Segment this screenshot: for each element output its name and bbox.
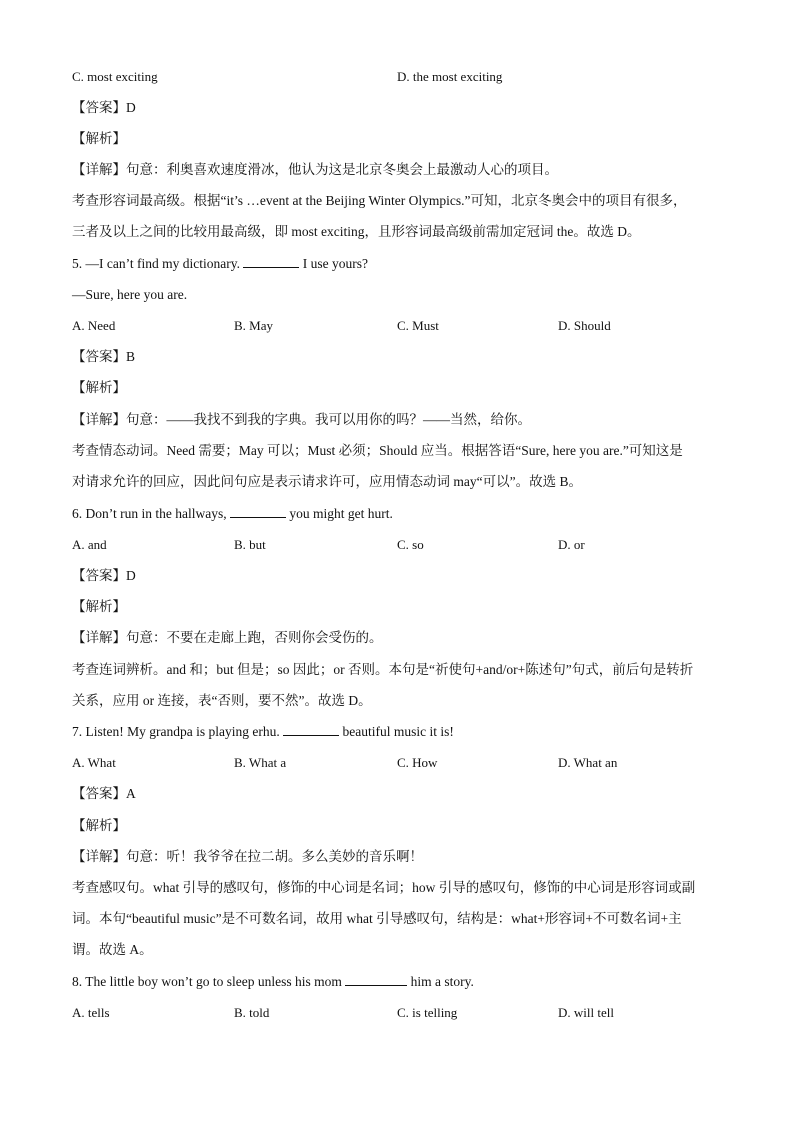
q8-stem bbox=[72, 973, 474, 991]
q7-detail: 【详解】句意：听！我爷爷在拉二胡。多么美妙的音乐啊！ bbox=[72, 849, 423, 864]
q7-blank bbox=[283, 723, 339, 736]
q4-option-c: C. most exciting bbox=[72, 69, 158, 84]
q6-blank bbox=[230, 505, 286, 518]
q4-answer: 【答案】D bbox=[72, 100, 136, 115]
q5-answer: 【答案】B bbox=[72, 349, 136, 364]
q5-blank bbox=[243, 255, 299, 268]
q6-stem bbox=[72, 505, 393, 523]
q7-stem-start: 7. Listen! My grandpa is playing erhu. bbox=[72, 724, 280, 739]
q5-option-b: B. May bbox=[234, 318, 273, 333]
q7-answer: 【答案】A bbox=[72, 786, 136, 801]
q5-stem-end: I use yours? bbox=[302, 256, 368, 271]
q6-option-c: C. so bbox=[397, 537, 424, 552]
q7-stem-end: beautiful music it is! bbox=[342, 724, 454, 739]
q4-detail: 【详解】句意：利奥喜欢速度滑冰，他认为这是北京冬奥会上最激动人心的项目。 bbox=[72, 162, 558, 177]
q6-explanation-line-2: 关系，应用 or 连接，表“否则，要不然”。故选 D。 bbox=[72, 693, 372, 708]
q4-analysis-label: 【解析】 bbox=[72, 131, 126, 146]
q5-stem-start: 5. —I can’t find my dictionary. bbox=[72, 256, 240, 271]
q4-explanation-line-1: 考查形容词最高级。根据“it’s …event at the Beijing Winter Olympics.”可知，北京冬奥会中的项目有很多， bbox=[72, 193, 687, 208]
q6-explanation-line-1: 考查连词辨析。and 和；but 但是；so 因此；or 否则。本句是“祈使句+and/or+陈述句”句式，前后句是转折 bbox=[72, 662, 694, 677]
q4-option-d: D. the most exciting bbox=[397, 69, 503, 84]
q6-detail: 【详解】句意：不要在走廊上跑，否则你会受伤的。 bbox=[72, 630, 383, 645]
q8-blank bbox=[345, 973, 407, 986]
q8-option-c: C. is telling bbox=[397, 1005, 458, 1020]
q6-option-b: B. but bbox=[234, 537, 266, 552]
q5-explanation-line-2: 对请求允许的回应，因此问句应是表示请求许可，应用情态动词 may“可以”。故选 B。 bbox=[72, 474, 582, 489]
q5-reply: —Sure, here you are. bbox=[72, 287, 188, 302]
q7-explanation-line-2: 词。本句“beautiful music”是不可数名词，故用 what 引导感叹句，结构是：what+形容词+不可数名词+主 bbox=[72, 911, 682, 926]
q8-option-d: D. will tell bbox=[558, 1005, 614, 1020]
q6-analysis-label: 【解析】 bbox=[72, 599, 126, 614]
q5-detail: 【详解】句意：——我找不到我的字典。我可以用你的吗？——当然，给你。 bbox=[72, 412, 531, 427]
q6-option-a: A. and bbox=[72, 537, 107, 552]
q7-option-a: A. What bbox=[72, 755, 116, 770]
q5-explanation-line-1: 考查情态动词。Need 需要；May 可以；Must 必须；Should 应当。根据答语“Sure, here you are.”可知这是 bbox=[72, 443, 683, 458]
q8-option-b: B. told bbox=[234, 1005, 270, 1020]
q6-answer: 【答案】D bbox=[72, 568, 136, 583]
q8-stem-start: 8. The little boy won’t go to sleep unless his mom bbox=[72, 974, 342, 989]
q8-option-a: A. tells bbox=[72, 1005, 110, 1020]
q6-stem-start: 6. Don’t run in the hallways, bbox=[72, 506, 227, 521]
q7-analysis-label: 【解析】 bbox=[72, 818, 126, 833]
q8-stem-end: him a story. bbox=[410, 974, 474, 989]
q7-explanation-line-1: 考查感叹句。what 引导的感叹句，修饰的中心词是名词；how 引导的感叹句，修饰的中心词是形容词或副 bbox=[72, 880, 696, 895]
q7-option-b: B. What a bbox=[234, 755, 287, 770]
q6-option-d: D. or bbox=[558, 537, 585, 552]
q7-option-c: C. How bbox=[397, 755, 438, 770]
q7-stem bbox=[72, 723, 454, 741]
q5-analysis-label: 【解析】 bbox=[72, 380, 126, 395]
q5-option-c: C. Must bbox=[397, 318, 439, 333]
q5-option-a: A. Need bbox=[72, 318, 116, 333]
q6-stem-end: you might get hurt. bbox=[289, 506, 393, 521]
q7-option-d: D. What an bbox=[558, 755, 618, 770]
q5-stem bbox=[72, 255, 368, 273]
q5-option-d: D. Should bbox=[558, 318, 611, 333]
q7-explanation-line-3: 谓。故选 A。 bbox=[72, 942, 153, 957]
q4-explanation-line-2: 三者及以上之间的比较用最高级，即 most exciting，且形容词最高级前需加定冠词 the。故选 D。 bbox=[72, 224, 641, 239]
